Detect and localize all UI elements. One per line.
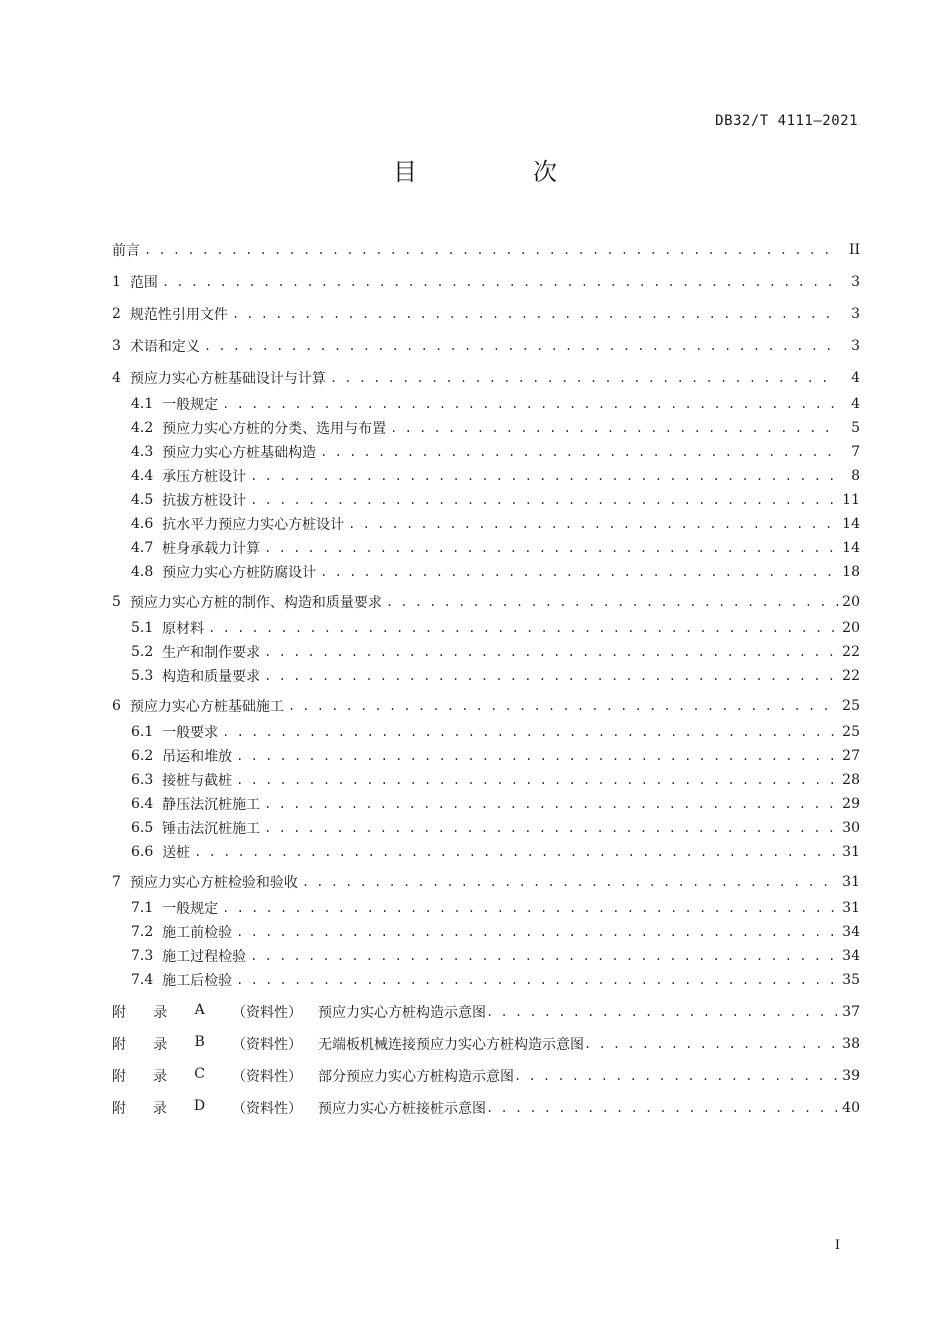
appendix-prefix xyxy=(112,1066,302,1086)
toc-entry-number: 1 xyxy=(112,274,121,290)
dot-leader xyxy=(390,421,838,435)
spacer xyxy=(153,396,162,412)
toc-entry[interactable] xyxy=(112,968,860,992)
toc-entry-page: 14 xyxy=(842,516,860,532)
toc-entry[interactable] xyxy=(112,664,860,688)
dot-leader xyxy=(250,949,838,963)
toc-entry-page: II xyxy=(848,242,860,258)
toc-entry[interactable] xyxy=(112,920,860,944)
toc-entry[interactable] xyxy=(112,464,860,488)
spacer xyxy=(153,724,162,740)
dot-leader xyxy=(486,1101,838,1115)
dot-leader xyxy=(236,925,838,939)
toc-entry[interactable] xyxy=(112,616,860,640)
spacer xyxy=(121,594,130,610)
toc-entry-number: 4.8 xyxy=(131,564,154,580)
spacer xyxy=(153,620,162,636)
toc-entry-page: 22 xyxy=(842,644,860,660)
dot-leader xyxy=(264,821,838,835)
toc-entry[interactable] xyxy=(112,744,860,768)
toc-entry-label: 预应力实心方桩防腐设计 xyxy=(162,565,317,581)
appendix-w2: 录 xyxy=(153,1005,168,1021)
toc-entry-label: 静压法沉桩施工 xyxy=(162,797,261,813)
toc-entry-label: 施工前检验 xyxy=(162,925,233,941)
toc-entry-label: 预应力实心方桩的分类、选用与布置 xyxy=(162,421,387,437)
appendix-prefix xyxy=(112,1098,302,1118)
document-code: DB32/T 4111—2021 xyxy=(715,113,858,129)
toc-entry[interactable] xyxy=(112,334,860,358)
dot-leader xyxy=(222,397,838,411)
spacer xyxy=(153,668,162,684)
spacer xyxy=(153,948,162,964)
toc-entry-page: 11 xyxy=(842,492,860,508)
toc-entry-page: 3 xyxy=(851,306,860,322)
toc-entry-number: 4.1 xyxy=(131,396,154,412)
page-title: 目 次 xyxy=(393,158,603,186)
toc-entry-label: 构造和质量要求 xyxy=(162,669,261,685)
toc-entry-label: 施工后检验 xyxy=(162,973,233,989)
toc-entry-number: 4.4 xyxy=(131,468,154,484)
toc-entry-number: 6.6 xyxy=(131,844,154,860)
appendix-page: 39 xyxy=(842,1068,860,1084)
page-number: I xyxy=(834,1238,840,1253)
appendix-type: （资料性） xyxy=(232,1069,302,1085)
appendix-w2: 录 xyxy=(152,1101,167,1117)
dot-leader xyxy=(514,1069,838,1083)
toc-entry-label: 预应力实心方桩的制作、构造和质量要求 xyxy=(129,595,382,611)
spacer xyxy=(153,748,162,764)
dot-leader xyxy=(264,541,838,555)
toc-entry[interactable] xyxy=(112,840,860,864)
toc-entry[interactable] xyxy=(112,536,860,560)
toc-entry-number: 3 xyxy=(112,338,121,354)
toc-entry-label: 范围 xyxy=(129,275,158,291)
appendix-w2: 录 xyxy=(153,1069,168,1085)
toc-entry[interactable] xyxy=(112,238,860,262)
toc-entry-page: 31 xyxy=(842,844,860,860)
toc-entry-number: 2 xyxy=(112,306,121,322)
appendix-type: （资料性） xyxy=(232,1101,302,1117)
appendix-entry[interactable] xyxy=(112,1064,860,1088)
toc-entry-number: 6.5 xyxy=(131,820,154,836)
toc-entry-number: 6 xyxy=(112,698,121,714)
toc-entry-page: 20 xyxy=(842,594,860,610)
toc-entry-number: 5 xyxy=(112,594,121,610)
toc-entry-number: 6.3 xyxy=(131,772,154,788)
toc-entry-number: 6.4 xyxy=(131,796,154,812)
toc-entry-number: 6.2 xyxy=(131,748,154,764)
toc-entry-page: 27 xyxy=(842,748,860,764)
spacer xyxy=(153,492,162,508)
dot-leader xyxy=(236,973,838,987)
toc-entry-number: 4.6 xyxy=(131,516,154,532)
dot-leader xyxy=(486,1005,838,1019)
toc-entry-page: 3 xyxy=(851,274,860,290)
toc-entry-label: 接桩与截桩 xyxy=(162,773,233,789)
appendix-w2: 录 xyxy=(153,1037,168,1053)
toc-entry-page: 28 xyxy=(842,772,860,788)
appendix-page: 40 xyxy=(842,1100,860,1116)
toc-entry-label: 送桩 xyxy=(162,845,191,861)
toc-entry-page: 3 xyxy=(851,338,860,354)
dot-leader xyxy=(236,749,838,763)
toc-entry-number: 7.2 xyxy=(131,924,154,940)
dot-leader xyxy=(264,645,838,659)
dot-leader xyxy=(236,773,838,787)
toc-entry-page: 7 xyxy=(851,444,860,460)
spacer xyxy=(153,924,162,940)
spacer xyxy=(153,564,162,580)
toc-entry-label: 抗拔方桩设计 xyxy=(162,493,247,509)
appendix-page: 38 xyxy=(842,1036,860,1052)
dot-leader xyxy=(194,845,838,859)
toc-entry-number: 5.1 xyxy=(131,620,154,636)
toc-entry[interactable] xyxy=(112,896,860,920)
dot-leader xyxy=(222,725,838,739)
toc-entry-page: 14 xyxy=(842,540,860,556)
appendix-letter: B xyxy=(194,1034,205,1050)
dot-leader xyxy=(232,307,838,321)
spacer xyxy=(153,468,162,484)
appendix-label: 部分预应力实心方桩构造示意图 xyxy=(318,1069,514,1085)
spacer xyxy=(121,306,130,322)
appendix-label: 预应力实心方桩接桩示意图 xyxy=(318,1101,486,1117)
toc-entry-number: 7 xyxy=(112,874,121,890)
toc-entry-label: 承压方桩设计 xyxy=(162,469,247,485)
appendix-page: 37 xyxy=(842,1004,860,1020)
toc-entry-number: 7.1 xyxy=(131,900,154,916)
dot-leader xyxy=(386,595,838,609)
toc-entry[interactable] xyxy=(112,512,860,536)
appendix-entry[interactable] xyxy=(112,1000,860,1024)
toc-entry[interactable] xyxy=(112,440,860,464)
spacer xyxy=(153,772,162,788)
toc-entry[interactable] xyxy=(112,392,860,416)
toc-entry-label: 规范性引用文件 xyxy=(129,307,228,323)
appendix-type: （资料性） xyxy=(232,1037,302,1053)
appendix-letter: A xyxy=(194,1002,205,1018)
dot-leader xyxy=(320,565,838,579)
dot-leader xyxy=(330,371,838,385)
dot-leader xyxy=(144,243,838,257)
toc-entry[interactable] xyxy=(112,270,860,294)
toc-entry-number: 4.7 xyxy=(131,540,154,556)
dot-leader xyxy=(222,901,838,915)
toc-entry[interactable] xyxy=(112,416,860,440)
toc-entry[interactable] xyxy=(112,640,860,664)
toc-entry-page: 4 xyxy=(851,370,860,386)
spacer xyxy=(153,972,162,988)
toc-entry-page: 22 xyxy=(842,668,860,684)
spacer xyxy=(121,698,130,714)
toc-entry-page: 5 xyxy=(851,420,860,436)
toc-entry-page: 4 xyxy=(851,396,860,412)
toc-entry[interactable] xyxy=(112,816,860,840)
spacer xyxy=(121,370,130,386)
toc-entry-number: 7.4 xyxy=(131,972,154,988)
toc-entry-label: 生产和制作要求 xyxy=(162,645,261,661)
toc-entry-label: 预应力实心方桩基础施工 xyxy=(129,699,284,715)
toc-entry-label: 原材料 xyxy=(162,621,205,637)
toc-entry-page: 29 xyxy=(842,796,860,812)
spacer xyxy=(153,540,162,556)
toc-entry-label: 施工过程检验 xyxy=(162,949,247,965)
toc-entry-label: 前言 xyxy=(112,243,140,259)
toc-entry-page: 34 xyxy=(842,948,860,964)
toc-entry-page: 31 xyxy=(842,874,860,890)
appendix-prefix xyxy=(112,1002,302,1022)
toc-entry[interactable] xyxy=(112,944,860,968)
dot-leader xyxy=(250,493,838,507)
spacer xyxy=(153,444,162,460)
toc-entry-label: 抗水平力预应力实心方桩设计 xyxy=(162,517,345,533)
spacer xyxy=(121,274,130,290)
appendix-w1: 附 xyxy=(112,1037,126,1053)
dot-leader xyxy=(348,517,838,531)
toc-entry-label: 桩身承载力计算 xyxy=(162,541,261,557)
dot-leader xyxy=(162,275,838,289)
toc-entry-page: 8 xyxy=(851,468,860,484)
toc-entry-page: 35 xyxy=(842,972,860,988)
appendix-letter: C xyxy=(194,1066,205,1082)
appendix-entry[interactable] xyxy=(112,1032,860,1056)
dot-leader xyxy=(302,875,838,889)
toc-entry-label: 锤击法沉桩施工 xyxy=(162,821,261,837)
toc-entry-number: 4.3 xyxy=(131,444,154,460)
toc-entry[interactable] xyxy=(112,366,860,390)
toc-entry-label: 预应力实心方桩基础设计与计算 xyxy=(129,371,326,387)
appendix-prefix xyxy=(112,1034,302,1054)
toc-entry-number: 4 xyxy=(112,370,121,386)
appendix-w1: 附 xyxy=(112,1005,126,1021)
toc-entry-number: 5.3 xyxy=(131,668,154,684)
appendix-label: 预应力实心方桩构造示意图 xyxy=(318,1005,486,1021)
dot-leader xyxy=(264,669,838,683)
dot-leader xyxy=(584,1037,838,1051)
toc-entry[interactable] xyxy=(112,590,860,614)
toc-entry[interactable] xyxy=(112,792,860,816)
toc-entry-page: 34 xyxy=(842,924,860,940)
appendix-letter: D xyxy=(193,1098,206,1114)
appendix-type: （资料性） xyxy=(231,1005,302,1021)
spacer xyxy=(153,844,162,860)
dot-leader xyxy=(250,469,838,483)
spacer xyxy=(153,644,162,660)
toc-entry-label: 预应力实心方桩基础构造 xyxy=(162,445,317,461)
toc-entry-number: 6.1 xyxy=(131,724,154,740)
appendix-label: 无端板机械连接预应力实心方桩构造示意图 xyxy=(318,1037,584,1053)
toc-entry-number: 7.3 xyxy=(131,948,154,964)
toc-entry-page: 20 xyxy=(842,620,860,636)
toc-entry-number: 5.2 xyxy=(131,644,154,660)
toc-entry-page: 25 xyxy=(842,698,860,714)
toc-entry[interactable] xyxy=(112,768,860,792)
toc-entry[interactable] xyxy=(112,870,860,894)
toc-entry[interactable] xyxy=(112,694,860,718)
toc-entry-label: 吊运和堆放 xyxy=(162,749,233,765)
toc-entry-page: 25 xyxy=(842,724,860,740)
toc-entry[interactable] xyxy=(112,488,860,512)
toc-entry-label: 预应力实心方桩检验和验收 xyxy=(129,875,298,891)
spacer xyxy=(153,820,162,836)
appendix-w1: 附 xyxy=(112,1069,126,1085)
toc-entry[interactable] xyxy=(112,302,860,326)
spacer xyxy=(121,338,130,354)
spacer xyxy=(153,516,162,532)
toc-entry-number: 4.2 xyxy=(131,420,154,436)
toc-entry-page: 31 xyxy=(842,900,860,916)
toc-entry[interactable] xyxy=(112,720,860,744)
toc-entry-number: 4.5 xyxy=(131,492,154,508)
toc-entry-label: 一般要求 xyxy=(162,725,219,741)
dot-leader xyxy=(320,445,838,459)
spacer xyxy=(121,874,130,890)
toc-entry-label: 术语和定义 xyxy=(129,339,200,355)
appendix-entry[interactable] xyxy=(112,1096,860,1120)
spacer xyxy=(153,796,162,812)
toc-entry-label: 一般规定 xyxy=(162,901,219,917)
dot-leader xyxy=(208,621,838,635)
toc-entry-page: 30 xyxy=(842,820,860,836)
toc-entry-page: 18 xyxy=(842,564,860,580)
spacer xyxy=(153,420,162,436)
toc-entry-label: 一般规定 xyxy=(162,397,219,413)
toc-entry[interactable] xyxy=(112,560,860,584)
dot-leader xyxy=(288,699,838,713)
spacer xyxy=(153,900,162,916)
dot-leader xyxy=(264,797,838,811)
appendix-w1: 附 xyxy=(112,1101,126,1117)
dot-leader xyxy=(204,339,838,353)
